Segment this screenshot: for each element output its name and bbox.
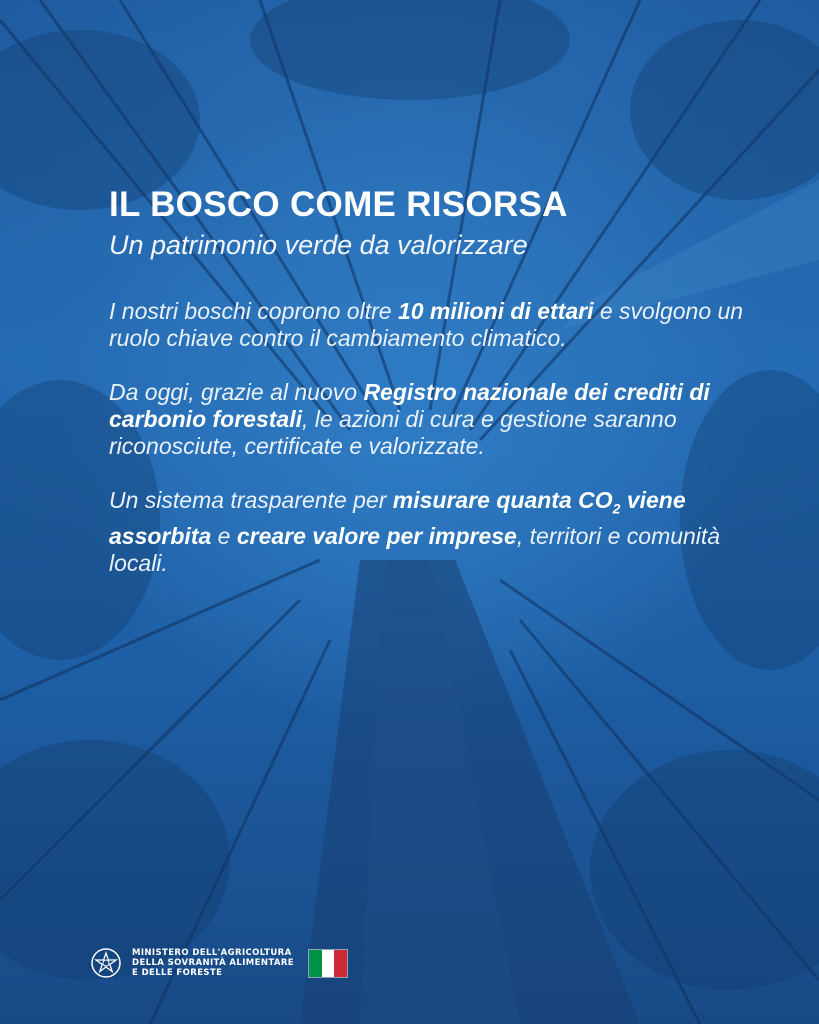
page-title: IL BOSCO COME RISORSA [109,185,568,224]
para2-text-1: Da oggi, grazie al nuovo [109,379,364,405]
flag-stripe-white [322,950,335,977]
co2-subscript: 2 [612,500,621,517]
paragraph-forest-area [109,298,749,352]
ministry-line-2: DELLA SOVRANITÀ ALIMENTARE [132,958,295,968]
para3-text-3: , territori e comunità locali. [109,522,721,576]
para3-text-1: Un sistema trasparente per [109,487,393,513]
para3-text-2: e [211,522,237,549]
page-subtitle: Un patrimonio verde da valorizzare [109,230,528,260]
para2-bold-1: Registro nazionale dei crediti di carbonio forestali [109,379,710,432]
italian-republic-emblem-icon [90,947,122,979]
flag-stripe-red [334,950,347,977]
paragraph-co2-system [109,487,749,577]
para3-bold-3: creare valore per imprese [236,522,517,549]
para2-text-2: , le azioni di cura e gestione saranno riconosciute, certificate e valorizzate. [109,406,677,459]
ministry-line-1: MINISTERO DELL'AGRICOLTURA [132,948,292,958]
italian-flag-icon [308,949,348,978]
para1-text-2: e svolgono un ruolo chiave contro il cambiamento climatico. [109,298,744,351]
para1-bold-1: 10 milioni di ettari [397,298,594,324]
para1-text-1: I nostri boschi coprono oltre [109,298,398,324]
para3-bold-2-text: viene assorbita [109,487,686,549]
paragraph-registry [109,379,749,460]
flag-stripe-green [309,950,322,977]
text-block [109,184,749,577]
footer-logo-bar [90,945,348,981]
ministry-line-3: E DELLE FORESTE [132,968,223,978]
ministry-name [132,948,294,978]
para3-bold-1-text: misurare quanta CO [392,487,613,513]
